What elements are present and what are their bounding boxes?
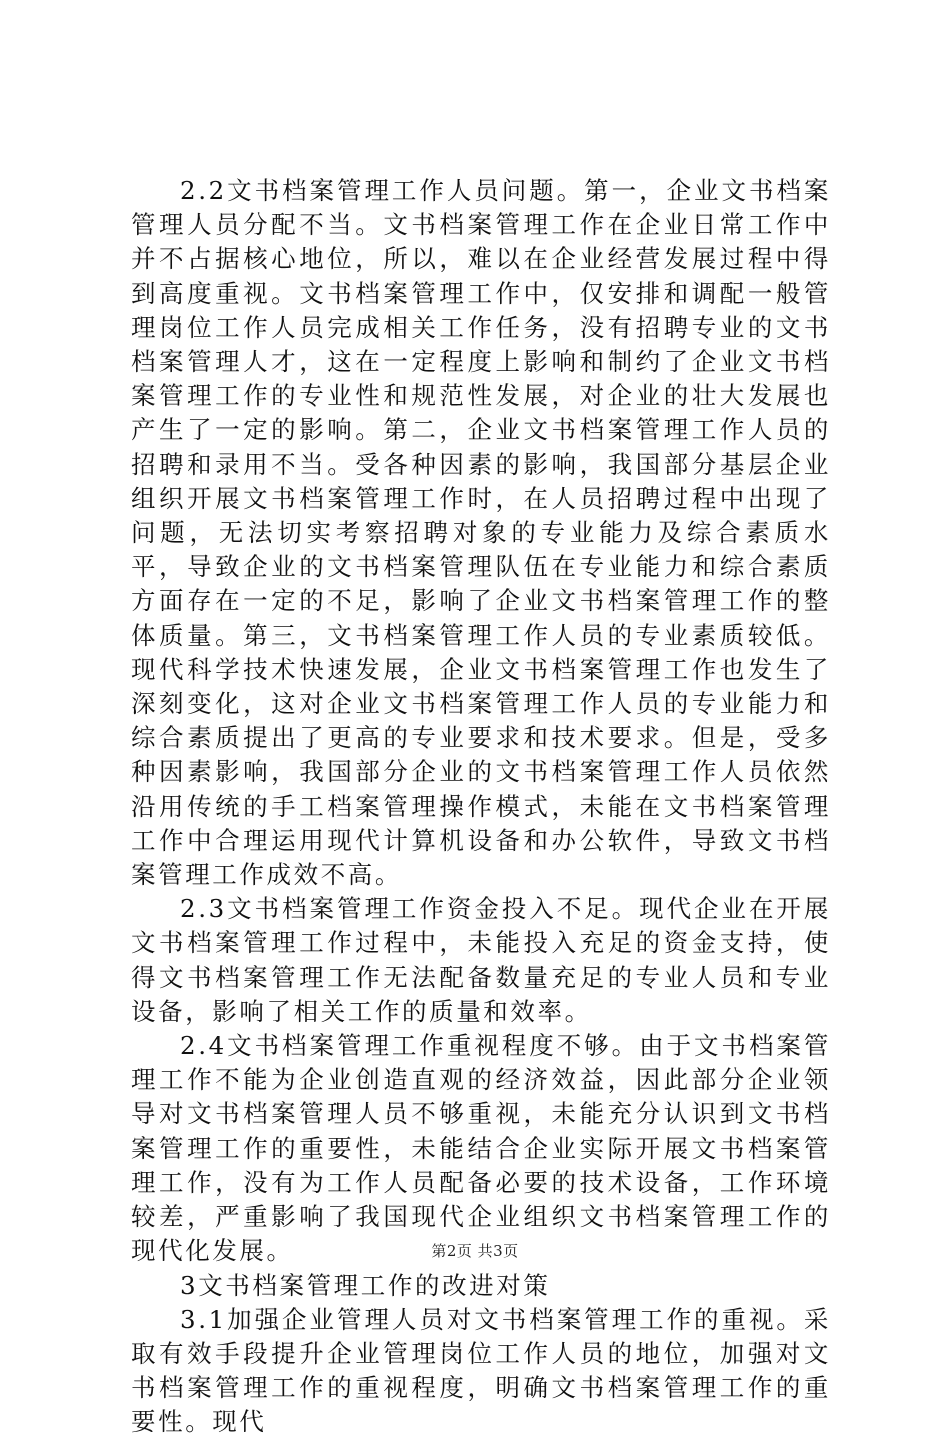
- paragraph-2-2: 2.2文书档案管理工作人员问题。第一，企业文书档案管理人员分配不当。文书档案管理工作在企业日常工作中并不占据核心地位，所以，难以在企业经营发展过程中得到高度重视。文书档案管理工作中，仅安排和调配一般管理岗位工作人员完成相关工作任务，没有招聘专业的文书档案管理人才，这在一定程度上影响和制约了企业文书档案管理工作的专业性和规范性发展，对企业的壮大发展也产生了一定的影响。第二，企业文书档案管理工作人员的招聘和录用不当。受各种因素的影响，我国部分基层企业组织开展文书档案管理工作时，在人员招聘过程中出现了问题，无法切实考察招聘对象的专业能力及综合素质水平，导致企业的文书档案管理队伍在专业能力和综合素质方面存在一定的不足，影响了企业文书档案管理工作的整体质量。第三，文书档案管理工作人员的专业素质较低。现代科学技术快速发展，企业文书档案管理工作也发生了深刻变化，这对企业文书档案管理工作人员的专业能力和综合素质提出了更高的专业要求和技术要求。但是，受多种因素影响，我国部分企业的文书档案管理工作人员依然沿用传统的手工档案管理操作模式，未能在文书档案管理工作中合理运用现代计算机设备和办公软件，导致文书档案管理工作成效不高。: [131, 176, 831, 890]
- paragraph-3-1: 3.1加强企业管理人员对文书档案管理工作的重视。采取有效手段提升企业管理岗位工作人员的地位，加强对文书档案管理工作的重视程度，明确文书档案管理工作的重要性。现代: [131, 1304, 831, 1437]
- paragraph-2-3: 2.3文书档案管理工作资金投入不足。现代企业在开展文书档案管理工作过程中，未能投入充足的资金支持，使得文书档案管理工作无法配备数量充足的专业人员和专业设备，影响了相关工作的质量和效率。: [131, 894, 831, 1026]
- section-heading-3: 3文书档案管理工作的改进对策: [180, 1270, 551, 1300]
- page-footer: 第2页 共3页: [431, 1242, 519, 1260]
- paragraph-2-4: 2.4文书档案管理工作重视程度不够。由于文书档案管理工作不能为企业创造直观的经济效益，因此部分企业领导对文书档案管理人员不够重视，未能充分认识到文书档案管理工作的重要性，未能结合企业实际开展文书档案管理工作，没有为工作人员配备必要的技术设备，工作环境较差，严重影响了我国现代企业组织文书档案管理工作的现代化发展。: [131, 1031, 831, 1266]
